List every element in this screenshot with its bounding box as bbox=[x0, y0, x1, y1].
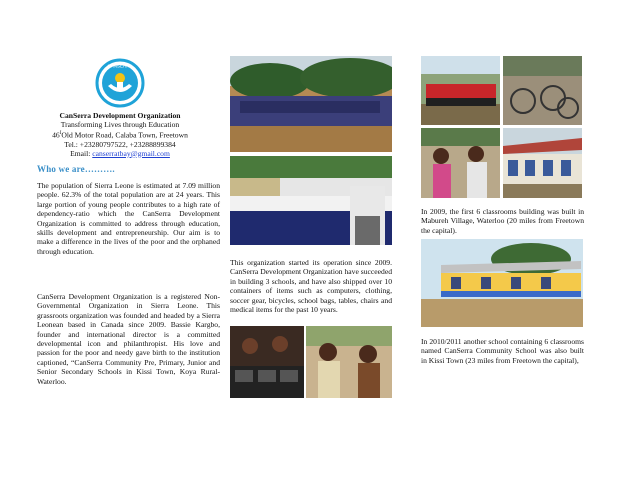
org-email-line: Email: canserratbay@gmail.com bbox=[70, 148, 170, 158]
org-address: $46^IOld$ Motor Road, Calaba Town, Freetown bbox=[52, 130, 188, 140]
who-we-are-heading: Who we are………. bbox=[37, 164, 115, 174]
soccer-team-photo bbox=[421, 56, 500, 125]
community-school-photo bbox=[421, 239, 583, 327]
population-paragraph: The population of Sierra Leone is estimated at 7.09 million people. 62.3% of the total population are at 24 years. This large portion of young people contributes to a high rate of dependency-ratio which the CanSerra Development Organization is committed to address through education, skills development and entrepreneurship. Our aim is to make a difference in the lives of the poor and the orphaned through education. bbox=[37, 181, 220, 256]
students-assembly-photo bbox=[230, 56, 392, 152]
org-name: CanSerra Development Organization bbox=[59, 111, 181, 120]
organization-logo bbox=[95, 58, 145, 108]
students-with-supplies-photo bbox=[306, 326, 392, 398]
logo-wordmark: CANSERRA bbox=[107, 63, 133, 69]
org-tagline: Transforming Lives through Education bbox=[60, 120, 180, 129]
operations-paragraph: This organization started its operation since 2009. CanSerra Development Organization have succeeded in building 3 schools, and have also shipped over 10 containers of items such as computers, clothing, soccer gear, bicycles, school bags, tables, chairs and medical items for the past 10 years. bbox=[230, 258, 392, 315]
students-uniform-photo bbox=[230, 156, 392, 245]
classroom-building-photo bbox=[503, 128, 582, 198]
school-2010-paragraph: In 2010/2011 another school containing 6 classrooms named CanSerra Community School was also built in Kissi Town (23 miles from Freetown the capital), bbox=[421, 337, 584, 365]
about-paragraph: CanSerra Development Organization is a registered Non-Governmental Organization in Sierra Leone. This grassroots organization was founded and headed by a Sierra Leonean based in Canada since 2009. Bassie Kargbo, founder and international director is a committed developmental icon and philanthropist. His love and passion for the poor and needy gave birth to the institution captioned, “CanSerra Community Pre, Primary, Junior and Senior Secondary Schools in Kissi Town, Koya Rural-Waterloo. bbox=[37, 292, 220, 386]
bicycles-delivery-photo bbox=[503, 56, 582, 125]
organization-header bbox=[20, 111, 220, 158]
org-telephone: Tel.: +23280797522, +23288899384 bbox=[64, 139, 176, 149]
donated-computers-photo bbox=[230, 326, 304, 398]
email-link[interactable]: canserratbay@gmail.com bbox=[92, 148, 170, 158]
women-receiving-goods-photo bbox=[421, 128, 500, 198]
classrooms-2009-paragraph: In 2009, the first 6 classrooms building was built in Mabureh Village, Waterloo (20 miles from Freetown the capital). bbox=[421, 207, 584, 235]
